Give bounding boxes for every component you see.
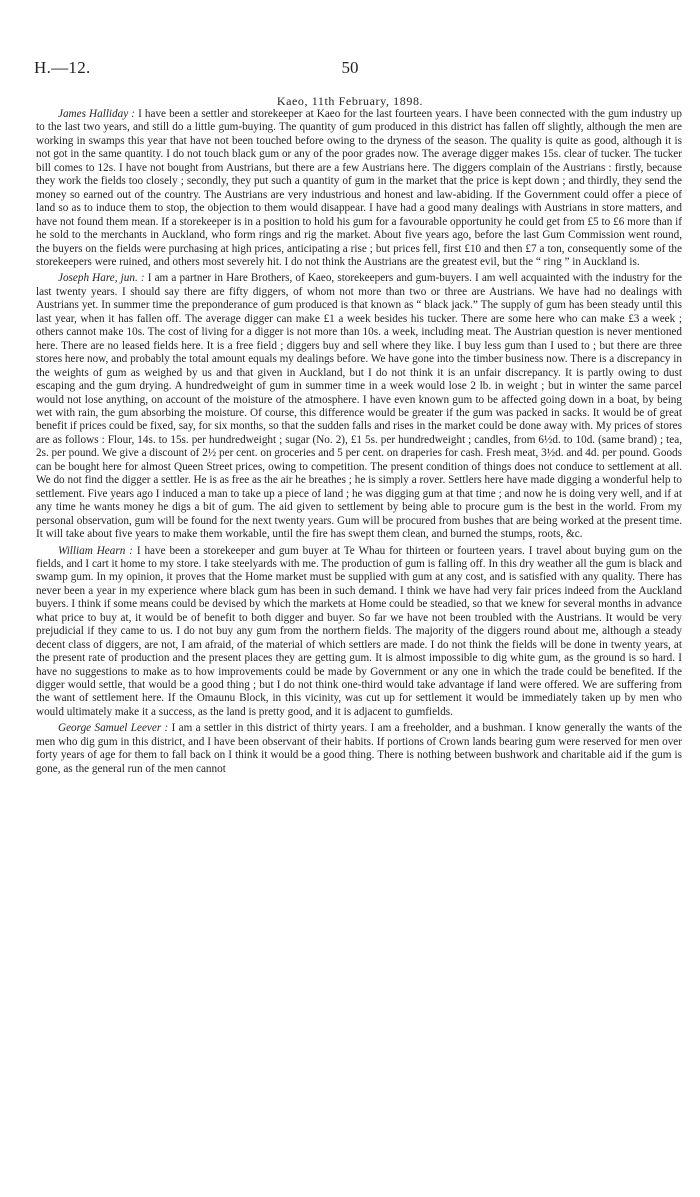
report-reference: H.—12.: [34, 58, 91, 77]
testimony-text: I am a partner in Hare Brothers, of Kaeo, storekeepers and gum-buyers. I am well acquainted with the industry for the last twenty years. I should say there are fifty diggers, of whom not more than two or three are Austrians. We have had no dealings with Austrians yet. In summer time the preponderance of gum produced is that known as “ black jack.” The supply of gum has been steady until this last year, when it has fallen off. The average digger can make £1 a week besides his tucker. There are some here who can make £3 a week ; others cannot make 10s. The cost of living for a digger is not more than 10s. a week, including meat. The Austrian question is never mentioned here. There are no leased fields here. It is a free field ; diggers buy and sell where they like. I buy less gum than I used to ; but there are three stores here now, and probably the total amount equals my dealings before. We have gone into the timber business now. There is a discrepancy in the weights of gum as weighed by us and that given in Auckland, but I do not think it is an unfair discrepancy. It is partly owing to dust escaping and the gum drying. A hundredweight of gum in summer time in a week would lose 2 lb. in weight ; but in winter the same parcel would not lose anything, on account of the moisture of the atmosphere. I have even known gum to be affected going down in a boat, by being wet with rain, the gum absorbing the moisture. Of course, this difference would be greater if the gum was packed in sacks. It would be of great benefit if prices could be fixed, say, for six months, so that the sudden falls and rises in the market could be done away with. My prices of stores are as follows : Flour, 14s. to 15s. per hundredweight ; sugar (No. 2), £1 5s. per hundredweight ; candles, from 6½d. to 10d. (same brand) ; tea, 2s. per pound. We give a discount of 2½ per cent. on groceries and 5 per cent. on draperies for cash. Fresh meat, 3½d. and 4d. per pound. Goods can be bought here for almost Queen Street prices, owing to competition. The present condition of things does not conduce to settlement at all. We do not find the digger a settler. He is as free as the air he breathes ; he is simply a rover. Settlers here have made digging a wonderful help to settlement. Five years ago I induced a man to take up a piece of land ; he was digging gum at that time ; and now he is doing very well, and if at any time he wants money he digs a bit of gum. The aid given to settlement by being able to procure gum is the best in the world. From my personal observation, gum will be found for the next twenty years. Gum will be procured from bushes that are being worked at the present time. It will take about five years to make them workable, until the fire has swept them clean, and burned the stumps, roots, &c.: [36, 272, 682, 541]
testimony-body: [36, 108, 682, 779]
page-number: 50: [341, 58, 359, 77]
testimony-text: I have been a storekeeper and gum buyer at Te Whau for thirteen or fourteen years. I travel about buying gum on the fields, and I cart it home to my store. I take steelyards with me. The production of gum is falling off. In this dry weather all the gum is black and swamp gum. In my opinion, it proves that the Home market must be supplied with gum at any cost, and is satisfied with any quality. There has never been a year in my experience where black gum has been in such demand. I think we have had very fair prices indeed from the Auckland buyers. I think if some means could be devised by which the markets at Home could be steadied, so that we knew for several months in advance what price to buy at, it would be of benefit to both digger and buyer. So far we have not been troubled with the Austrians. It would be very prejudicial if they came to us. I do not buy any gum from the northern fields. The majority of the diggers round about me, although a steady decent class of diggers, are not, I am afraid, of the material of which settlers are made. I do not think the fields will be done in twenty years, at the present rate of production and the present places they are getting gum. It is almost impossible to dig white gum, as the ground is so hard. I have no suggestions to make as to how improvements could be made by Government or any one in which the trade could be benefited. If the digger would settle, that would be a good thing ; but I do not think one-third would take advantage if land were offered. We are suffering from the want of settlement here. If the Omaunu Block, in this vicinity, was cut up for settlement it would be immediately taken up by men who would ultimately make it a success, as the land is pretty good, and it is adjacent to gumfields.: [36, 544, 682, 718]
testimony-paragraph: [36, 108, 682, 269]
dateline: Kaeo, 11th February, 1898.: [276, 94, 424, 108]
testimony-text: I have been a settler and storekeeper at Kaeo for the last fourteen years. I have been connected with the gum industry up to the last two years, and still do a little gum-buying. The quantity of gum produced in this district has fallen off slightly, although the men are working in swamps this year that have not been touched before owing to the dryness of the season. The quality is quite as good, although it is not got in the same quantity. I do not touch black gum or any of the poor grades now. The average digger makes 15s. clear of tucker. The tucker bill comes to 12s. I have not bought from Austrians, but there are a few Austrians here. The diggers complain of the Austrians : firstly, because they work the fields too closely ; secondly, they put such a quantity of gum in the market that the price is kept down ; and thirdly, they send the money so earned out of the country. The Austrians are very industrious and honest and law-abiding. If the Government could offer a piece of land so as to induce them to stop, the objection to them would disappear. I have had a good many dealings with Austrians in store matters, and have not found them mean. If a storekeeper is in a position to hold his gum for a favourable opportunity he could get from £5 to £6 more than if he sold to the merchants in Auckland, who form rings and rig the market. About five years ago, before the last Gum Commission went round, the buyers on the fields were purchasing at high prices, anticipating a rise ; but prices fell, first £10 and then £7 a ton, consequently some of the storekeepers were ruined, and others most severely hit. I do not think the Austrians are the greatest evil, but the “ ring ” in Auckland is.: [36, 108, 682, 268]
testimony-paragraph: [36, 722, 682, 776]
speaker-name: James Halliday :: [58, 108, 135, 120]
testimony-paragraph: [36, 272, 682, 541]
speaker-name: George Samuel Leever :: [58, 722, 169, 735]
testimony-text: I am a settler in this district of thirty years. I am a freeholder, and a bushman. I know generally the wants of the men who dig gum in this district, and I have been observant of their habits. If portions of Crown lands bearing gum were reserved for men over forty years of age for them to fall back on I think it would be a good thing. There is nothing between bushwork and charitable aid if the gum is gone, as the general run of the men cannot: [36, 722, 682, 775]
speaker-name: William Hearn :: [58, 544, 133, 557]
testimony-paragraph: [36, 545, 682, 720]
speaker-name: Joseph Hare, jun. :: [58, 272, 145, 285]
